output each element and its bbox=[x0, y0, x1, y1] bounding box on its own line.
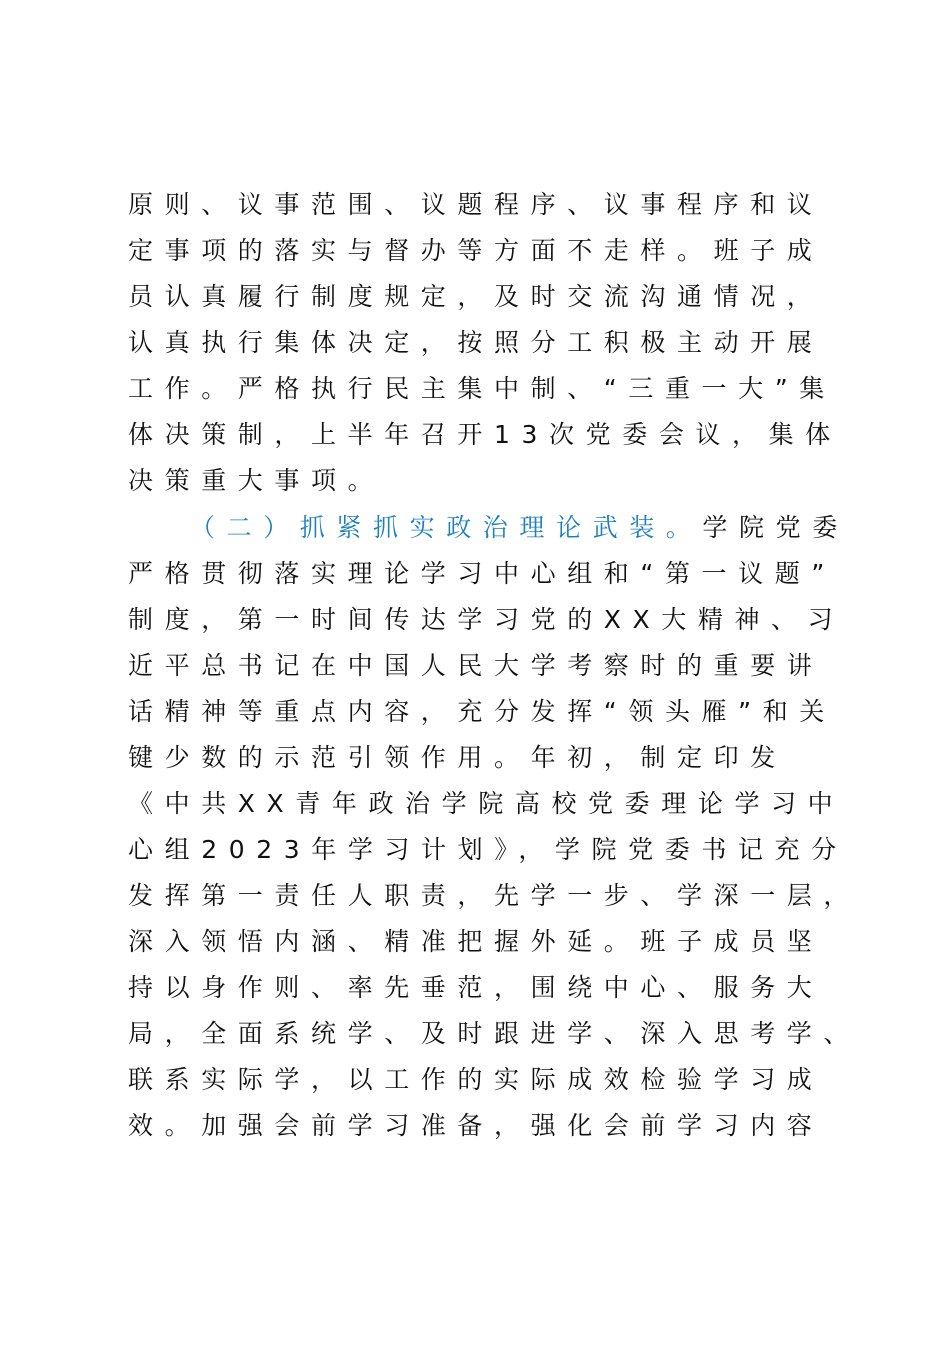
paragraph-line: 话精神等重点内容，充分发挥“领头雁”和关 bbox=[128, 697, 836, 726]
paragraph-line: 定事项的落实与督办等方面不走样。班子成 bbox=[128, 236, 824, 265]
paragraph-line: 决策重大事项。 bbox=[128, 466, 385, 495]
paragraph-line: 发挥第一责任人职责，先学一步、学深一层， bbox=[128, 881, 861, 910]
paragraph-line: 效。加强会前学习准备，强化会前学习内容 bbox=[128, 1111, 824, 1140]
paragraph-line: 严格贯彻落实理论学习中心组和“第一议题” bbox=[128, 559, 836, 588]
paragraph-line: 认真执行集体决定，按照分工积极主动开展 bbox=[128, 328, 824, 357]
paragraph-line: 局，全面系统学、及时跟进学、深入思考学、 bbox=[128, 1019, 861, 1048]
section-heading-line bbox=[190, 505, 849, 551]
paragraph-line: 深入领悟内涵、精准把握外延。班子成员坚 bbox=[128, 927, 824, 956]
paragraph-line: 原则、议事范围、议题程序、议事程序和议 bbox=[128, 190, 824, 219]
paragraph-line: 制度，第一时间传达学习党的XX大精神、习 bbox=[128, 605, 845, 634]
paragraph-line: 键少数的示范引领作用。年初，制定印发 bbox=[128, 743, 787, 772]
paragraph-line: 联系实际学，以工作的实际成效检验学习成 bbox=[128, 1065, 824, 1094]
paragraph-line: 持以身作则、率先垂范，围绕中心、服务大 bbox=[128, 973, 824, 1002]
paragraph-line: 员认真履行制度规定，及时交流沟通情况， bbox=[128, 282, 824, 311]
section-heading: （二）抓紧抓实政治理论武装。 bbox=[190, 513, 703, 542]
heading-line-rest: 学院党委 bbox=[702, 513, 849, 542]
paragraph-line: 心组2023年学习计划》，学院党委书记充分 bbox=[128, 835, 848, 864]
paragraph-line: 工作。严格执行民主集中制、“三重一大”集 bbox=[128, 374, 836, 403]
paragraph-line: 近平总书记在中国人民大学考察时的重要讲 bbox=[128, 651, 824, 680]
paragraph-line: 体决策制，上半年召开13次党委会议，集体 bbox=[128, 420, 842, 449]
paragraph-line: 《中共XX青年政治学院高校党委理论学习中 bbox=[128, 789, 845, 818]
